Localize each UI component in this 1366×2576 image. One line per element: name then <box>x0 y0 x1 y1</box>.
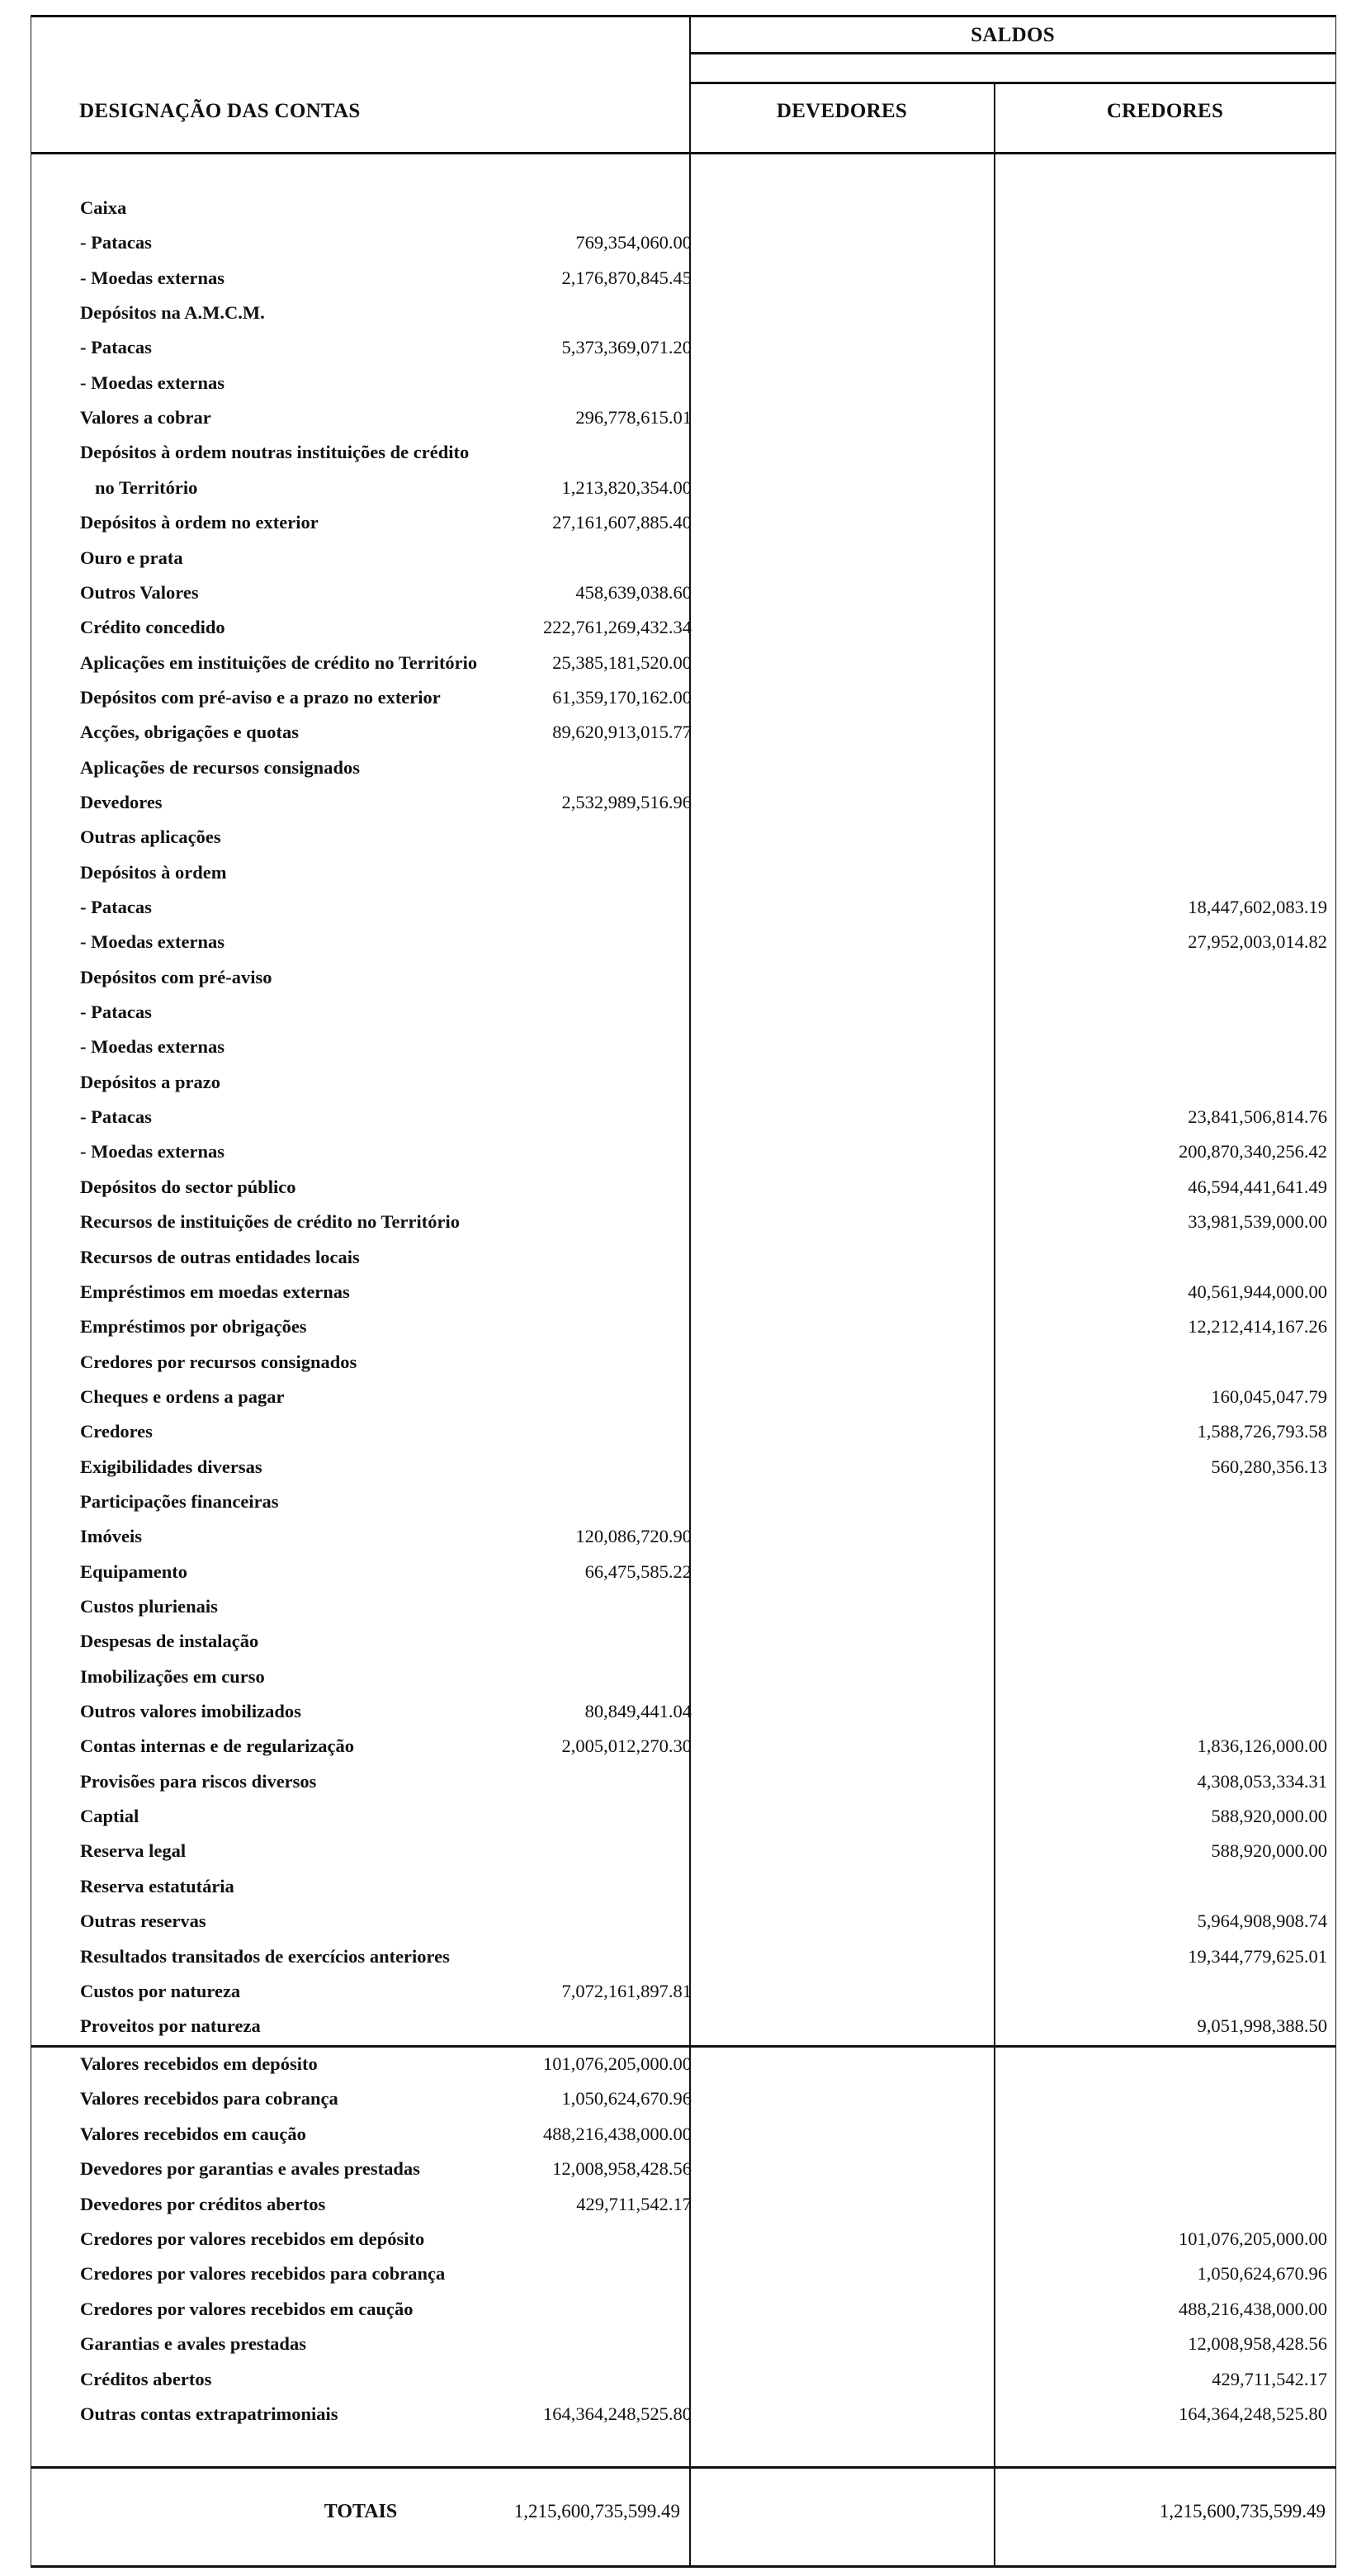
table-row <box>31 1485 1337 1519</box>
header-saldos: SALDOS <box>971 24 1055 46</box>
table-row <box>31 1414 1337 1449</box>
account-label: - Patacas <box>80 1002 152 1023</box>
table-row <box>31 1764 1337 1799</box>
credit-value: 160,045,047.79 <box>1211 1385 1327 1407</box>
table-row <box>31 1030 1337 1064</box>
account-label: - Patacas <box>80 1106 152 1128</box>
credit-value: 23,841,506,814.76 <box>1188 1106 1327 1128</box>
header-subcolumns-line <box>690 82 1335 84</box>
table-row <box>31 1939 1337 1974</box>
table-row <box>31 296 1337 330</box>
credit-value: 164,364,248,525.80 <box>1179 2403 1327 2424</box>
account-label: Acções, obrigações e quotas <box>80 722 299 743</box>
debit-value: 488,216,438,000.00 <box>543 2123 692 2144</box>
table-row <box>31 2362 1337 2397</box>
table-row <box>31 2187 1337 2222</box>
table-row <box>31 1519 1337 1554</box>
account-label: Caixa <box>80 197 127 218</box>
table-row <box>31 1624 1337 1659</box>
account-label: - Patacas <box>80 232 152 253</box>
account-label: - Moedas externas <box>80 1036 225 1058</box>
table-row <box>31 751 1337 785</box>
header-bottom-line <box>31 152 1335 154</box>
table-row <box>31 715 1337 750</box>
account-label: Resultados transitados de exercícios anteriores <box>80 1945 450 1967</box>
totals-credit: 1,215,600,735,599.49 <box>1159 2501 1326 2522</box>
credit-value: 560,280,356.13 <box>1211 1456 1327 1477</box>
credit-value: 588,920,000.00 <box>1211 1840 1327 1862</box>
debit-value: 61,359,170,162.00 <box>552 686 692 708</box>
credit-value: 488,216,438,000.00 <box>1179 2298 1327 2319</box>
account-label: Valores a cobrar <box>80 407 211 429</box>
table-row <box>31 680 1337 715</box>
account-label: Depósitos à ordem no exterior <box>80 512 319 533</box>
account-label: Imobilizações em curso <box>80 1665 265 1687</box>
table-row <box>31 1729 1337 1764</box>
account-label: Crédito concedido <box>80 617 225 638</box>
balance-sheet-table <box>31 15 1336 2568</box>
table-row <box>31 1555 1337 1589</box>
table-row <box>31 1170 1337 1205</box>
account-label: no Território <box>95 476 198 498</box>
table-row <box>31 1869 1337 1904</box>
table-row <box>31 1660 1337 1694</box>
table-row <box>31 225 1337 260</box>
table-row <box>31 1904 1337 1939</box>
account-label: Depósitos à ordem <box>80 861 227 883</box>
account-label: Depósitos com pré-aviso <box>80 966 272 987</box>
account-label: Devedores por créditos abertos <box>80 2193 326 2214</box>
table-row <box>31 1345 1337 1380</box>
credit-value: 12,008,958,428.56 <box>1188 2333 1327 2355</box>
credit-value: 5,964,908,908.74 <box>1197 1911 1327 1932</box>
debit-value: 80,849,441.04 <box>584 1701 692 1722</box>
table-row <box>31 1134 1337 1169</box>
table-row <box>31 1240 1337 1275</box>
account-label: Empréstimos por obrigações <box>80 1316 307 1338</box>
debit-value: 120,086,720.90 <box>575 1526 692 1547</box>
debit-value: 27,161,607,885.40 <box>552 512 692 533</box>
account-label: Depósitos à ordem noutras instituições de crédito <box>80 442 470 463</box>
table-row <box>31 2397 1337 2432</box>
account-label: Ouro e prata <box>80 547 183 568</box>
credit-value: 40,561,944,000.00 <box>1188 1281 1327 1302</box>
account-label: Depósitos com pré-aviso e a prazo no exterior <box>80 686 441 708</box>
account-label: Recursos de outras entidades locais <box>80 1246 360 1267</box>
debit-value: 769,354,060.00 <box>575 232 692 253</box>
credit-value: 1,050,624,670.96 <box>1197 2263 1327 2285</box>
account-label: Reserva estatutária <box>80 1875 234 1896</box>
account-label: Reserva legal <box>80 1840 187 1862</box>
account-label: Aplicações em instituições de crédito no Território <box>80 651 478 673</box>
debit-value: 1,213,820,354.00 <box>561 476 692 498</box>
table-row <box>31 1100 1337 1134</box>
account-label: Empréstimos em moedas externas <box>80 1281 350 1302</box>
account-label: Credores <box>80 1421 153 1442</box>
table-row <box>31 1309 1337 1344</box>
table-row <box>31 2222 1337 2256</box>
credit-value: 588,920,000.00 <box>1211 1806 1327 1827</box>
table-row <box>31 2009 1337 2043</box>
credit-value: 1,836,126,000.00 <box>1197 1735 1327 1757</box>
account-label: Outras reservas <box>80 1911 206 1932</box>
credit-value: 200,870,340,256.42 <box>1179 1141 1327 1163</box>
credit-value: 12,212,414,167.26 <box>1188 1316 1327 1338</box>
header-designation: DESIGNAÇÃO DAS CONTAS <box>79 100 361 122</box>
totals-top-line <box>31 2466 1335 2469</box>
table-row <box>31 855 1337 890</box>
account-label: Contas internas e de regularização <box>80 1735 355 1757</box>
table-row <box>31 191 1337 225</box>
table-row <box>31 366 1337 400</box>
table-row <box>31 2117 1337 2152</box>
account-label: Outros valores imobilizados <box>80 1701 301 1722</box>
debit-value: 12,008,958,428.56 <box>552 2158 692 2180</box>
account-label: Depósitos do sector público <box>80 1176 296 1197</box>
debit-value: 25,385,181,520.00 <box>552 651 692 673</box>
credit-value: 9,051,998,388.50 <box>1197 2015 1327 2037</box>
table-row <box>31 2152 1337 2186</box>
credit-value: 46,594,441,641.49 <box>1188 1176 1327 1197</box>
table-row <box>31 2081 1337 2116</box>
table-row <box>31 505 1337 540</box>
debit-value: 101,076,205,000.00 <box>543 2053 692 2074</box>
table-row <box>31 330 1337 365</box>
account-label: Exigibilidades diversas <box>80 1456 262 1477</box>
account-label: Participações financeiras <box>80 1490 279 1512</box>
account-label: - Patacas <box>80 337 152 358</box>
account-label: - Moedas externas <box>80 267 225 288</box>
credit-value: 4,308,053,334.31 <box>1197 1770 1327 1792</box>
table-row <box>31 541 1337 575</box>
debit-value: 2,532,989,516.96 <box>561 791 692 812</box>
debit-value: 2,005,012,270.30 <box>561 1735 692 1757</box>
table-row <box>31 820 1337 855</box>
table-row <box>31 785 1337 820</box>
table-row <box>31 435 1337 470</box>
account-label: Outras contas extrapatrimoniais <box>80 2403 338 2424</box>
credit-value: 429,711,542.17 <box>1212 2368 1327 2389</box>
account-label: Captial <box>80 1806 139 1827</box>
credit-value: 1,588,726,793.58 <box>1197 1421 1327 1442</box>
debit-value: 164,364,248,525.80 <box>543 2403 692 2424</box>
debit-value: 7,072,161,897.81 <box>561 1980 692 2001</box>
account-label: Valores recebidos em caução <box>80 2123 306 2144</box>
debit-value: 222,761,269,432.34 <box>543 617 692 638</box>
account-label: Outras aplicações <box>80 826 221 848</box>
account-label: Imóveis <box>80 1526 142 1547</box>
credit-value: 27,952,003,014.82 <box>1188 931 1327 953</box>
table-row <box>31 2047 1337 2081</box>
account-label: Credores por recursos consignados <box>80 1351 357 1372</box>
account-label: Garantias e avales prestadas <box>80 2333 306 2355</box>
table-row <box>31 1974 1337 2009</box>
account-label: Recursos de instituições de crédito no Território <box>80 1211 460 1233</box>
account-label: Custos por natureza <box>80 1980 241 2001</box>
credit-value: 101,076,205,000.00 <box>1179 2228 1327 2249</box>
debit-value: 5,373,369,071.20 <box>561 337 692 358</box>
account-label: - Moedas externas <box>80 372 225 393</box>
table-row <box>31 610 1337 645</box>
table-row <box>31 575 1337 610</box>
table-row <box>31 1694 1337 1729</box>
debit-value: 2,176,870,845.45 <box>561 267 692 288</box>
account-label: Proveitos por natureza <box>80 2015 261 2037</box>
table-row <box>31 2292 1337 2327</box>
account-label: Valores recebidos para cobrança <box>80 2088 338 2110</box>
table-row <box>31 960 1337 995</box>
table-row <box>31 1380 1337 1414</box>
header-debit: DEVEDORES <box>776 100 908 122</box>
credit-value: 33,981,539,000.00 <box>1188 1211 1327 1233</box>
account-label: Credores por valores recebidos em depósito <box>80 2228 425 2249</box>
account-label: Credores por valores recebidos para cobrança <box>80 2263 446 2285</box>
header-credit: CREDORES <box>1106 100 1224 122</box>
debit-value: 66,475,585.22 <box>584 1560 692 1582</box>
account-label: Provisões para riscos diversos <box>80 1770 317 1792</box>
table-row <box>31 2256 1337 2291</box>
account-label: Devedores por garantias e avales prestadas <box>80 2158 420 2180</box>
account-label: Cheques e ordens a pagar <box>80 1385 285 1407</box>
credit-value: 18,447,602,083.19 <box>1188 897 1327 917</box>
account-label: Devedores <box>80 791 163 812</box>
account-label: Créditos abertos <box>80 2368 212 2389</box>
table-row <box>31 1205 1337 1239</box>
table-row <box>31 2327 1337 2361</box>
table-row <box>31 1450 1337 1485</box>
table-row <box>31 646 1337 680</box>
account-label: Depósitos na A.M.C.M. <box>80 302 265 324</box>
table-row <box>31 471 1337 505</box>
account-label: Aplicações de recursos consignados <box>80 756 360 778</box>
table-row <box>31 1589 1337 1624</box>
table-row <box>31 261 1337 296</box>
totals-label: TOTAIS <box>324 2501 398 2522</box>
account-label: Valores recebidos em depósito <box>80 2053 318 2074</box>
table-row <box>31 1799 1337 1834</box>
account-label: Custos plurienais <box>80 1596 218 1617</box>
account-label: Credores por valores recebidos em caução <box>80 2298 414 2319</box>
account-label: Equipamento <box>80 1560 188 1582</box>
table-row <box>31 1834 1337 1868</box>
debit-value: 89,620,913,015.77 <box>552 722 692 743</box>
debit-value: 1,050,624,670.96 <box>561 2088 692 2110</box>
credit-value: 19,344,779,625.01 <box>1188 1945 1327 1967</box>
table-row <box>31 995 1337 1030</box>
account-label: - Moedas externas <box>80 1141 225 1163</box>
table-row <box>31 890 1337 925</box>
debit-value: 458,639,038.60 <box>575 581 692 603</box>
header-saldos-underline <box>690 52 1335 54</box>
account-label: Outros Valores <box>80 581 199 603</box>
table-row <box>31 1275 1337 1309</box>
account-label: Despesas de instalação <box>80 1631 259 1652</box>
account-label: - Patacas <box>80 897 152 917</box>
debit-value: 296,778,615.01 <box>575 407 692 429</box>
table-row <box>31 400 1337 435</box>
table-row <box>31 1065 1337 1100</box>
account-label: - Moedas externas <box>80 931 225 953</box>
totals-debit: 1,215,600,735,599.49 <box>513 2501 680 2522</box>
account-label: Depósitos a prazo <box>80 1071 220 1092</box>
table-row <box>31 925 1337 959</box>
debit-value: 429,711,542.17 <box>576 2193 692 2214</box>
